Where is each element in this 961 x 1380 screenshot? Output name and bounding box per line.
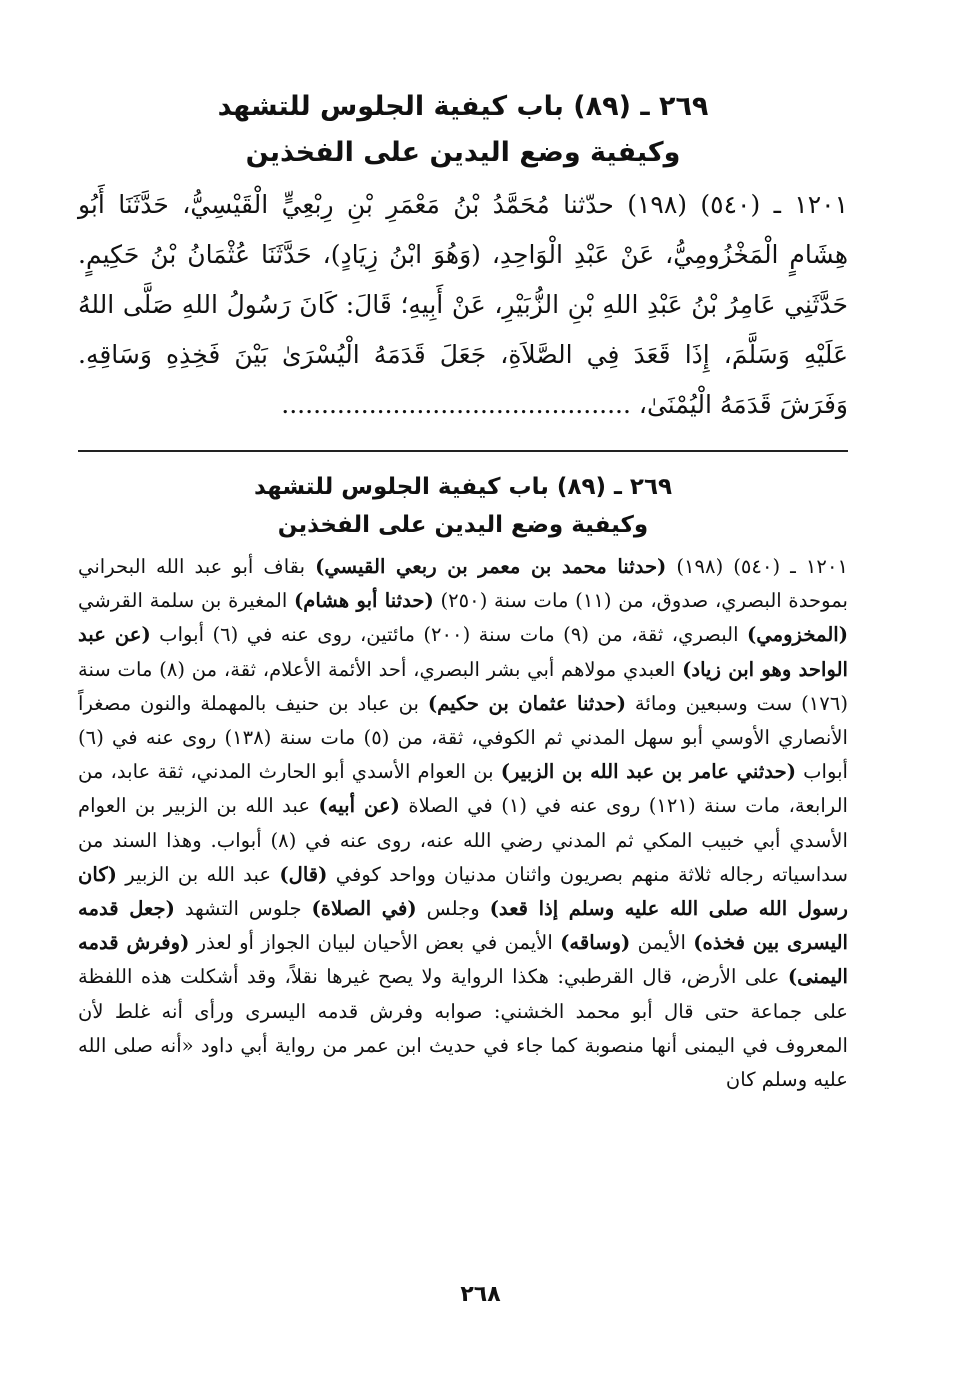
commentary-quote: (حدثنا عثمان بن حكيم) <box>427 691 627 715</box>
commentary-quote: (المخزومي) <box>746 623 849 647</box>
commentary-segment: بن عباد بن حنيف بالمهملة والنون مصغراً الأنصاري الأوسي أبو سهل المدني ثم الكوفي، ثقة، من (٥) مات سنة (١٣٨) روى عنه في (٦) أبواب <box>78 691 849 784</box>
commentary-segment: الأيمن في بعض الأحيان لبيان الجواز أو لعذر <box>189 931 561 955</box>
chapter-heading <box>78 84 848 176</box>
commentary-segment: جلوس التشهد <box>174 897 312 921</box>
commentary-segment: البصري، ثقة، من (٩) مات سنة (٢٠٠) مائتين، روى عنه في (٦) أبواب <box>150 623 747 647</box>
section-divider <box>78 450 848 452</box>
chapter-title-line2: وكيفية وضع اليدين على الفخذين <box>245 137 681 168</box>
chapter-title-line1: ٢٦٩ ـ (٨٩) باب كيفية الجلوس للتشهد <box>217 91 709 122</box>
commentary-quote: (عن أبيه) <box>318 794 400 818</box>
commentary-segment: ١٢٠١ ـ (٥٤٠) (١٩٨) <box>666 555 848 578</box>
page-number: ٢٦٨ <box>460 1282 501 1307</box>
commentary-quote: (عن عبد الواحد وهو ابن زياد) <box>78 623 849 681</box>
commentary-segment: المغيرة بن سلمة القرشي <box>78 589 294 613</box>
commentary-quote: (حدثني عامر بن عبد الله بن الزبير) <box>500 760 796 784</box>
commentary-quote: (كان رسول الله صلى الله عليه وسلم إذا قعد) <box>78 862 848 921</box>
commentary-segment: بن العوام الأسدي أبو الحارث المدني، ثقة عابد، من الرابعة، مات سنة (١٢١) روى عنه في (١) في الصلاة <box>78 760 848 818</box>
commentary-segment: العبدي مولاهم أبي بشر البصري، أحد الأئمة الأعلام، ثقة، من (٨) مات سنة (١٧٦) ست وسبعين ومائة <box>78 657 848 715</box>
commentary-text <box>78 550 848 1097</box>
commentary-segment: الأيمن <box>630 931 694 955</box>
commentary-heading <box>78 468 848 544</box>
page-body <box>78 70 848 1097</box>
commentary-quote: (حدثنا محمد بن معمر بن ربعي القيسي) <box>315 555 667 578</box>
commentary-quote: (جعل قدمه اليسرى بين فخذه) <box>78 897 848 955</box>
commentary-quote: (وساقه) <box>560 931 631 955</box>
commentary-segment: عبد الله بن الزبير <box>116 862 280 886</box>
commentary-segment: عبد الله بن الزبير بن العوام الأسدي أبي خبيب المكي ثم المدني رضي الله عنه، روى عنه في (٨) أبواب. وهذا السند من سداسياته رجاله ثلاثة منهم بصريون واثنان مدنيان وواحد كوفي <box>78 794 848 886</box>
commentary-quote: (قال) <box>279 862 328 886</box>
commentary-segment: بقاف أبو عبد الله البحراني بموحدة البصري، صدوق، من (١١) مات سنة (٢٥٠) <box>78 555 848 613</box>
commentary-title-line2: وكيفية وضع اليدين على الفخذين <box>277 512 649 538</box>
commentary-quote: (في الصلاة) <box>311 897 417 921</box>
commentary-segment: على الأرض، قال القرطبي: هكذا الرواية ولا يصح غيرها نقلاً، وقد أشكلت هذه اللفظة على جماعة حتى قال أبو محمد الخشني: صوابه وفرش قدمه اليسرى ورأى أنه غلط لأن المعروف في اليمنى أنها منصوبة كما جاء في حديث ابن عمر من رواية أبي داود «أنه صلى الله عليه وسلم كان <box>78 965 848 1092</box>
commentary-segment: وجلس <box>416 897 490 921</box>
commentary-quote: (وفرش قدمه اليمنى) <box>78 931 848 989</box>
commentary-title-line1: ٢٦٩ ـ (٨٩) باب كيفية الجلوس للتشهد <box>253 474 673 500</box>
commentary-quote: (حدثنا أبو هشام) <box>293 589 434 613</box>
hadith-text: ١٢٠١ ـ (٥٤٠) (١٩٨) حدّثنا مُحَمَّدُ بْنُ مَعْمَرِ بْنِ رِبْعِيٍّ الْقَيْسِيُّ، حَدَّثَنَا أَبُو هِشَامٍ الْمَخْزُومِيُّ، عَنْ عَبْدِ الْوَاحِدِ، (وَهُوَ ابْنُ زِيَادٍ)، حَدَّثَنَا عُثْمَانُ بْنُ حَكِيمٍ. حَدَّثَنِي عَامِرُ بْنُ عَبْدِ اللهِ بْنِ الزُّبَيْرِ، عَنْ أَبِيهِ؛ قَالَ: كَانَ رَسُولُ اللهِ صَلَّى اللهُ عَلَيْهِ وَسَلَّمَ، إِذَا قَعَدَ فِي الصَّلاَةِ، جَعَلَ قَدَمَهُ الْيُسْرَىٰ بَيْنَ فَخِذِهِ وَسَاقِهِ. وَفَرَشَ قَدَمَهُ الْيُمْنَىٰ، ............................................ <box>78 190 848 419</box>
